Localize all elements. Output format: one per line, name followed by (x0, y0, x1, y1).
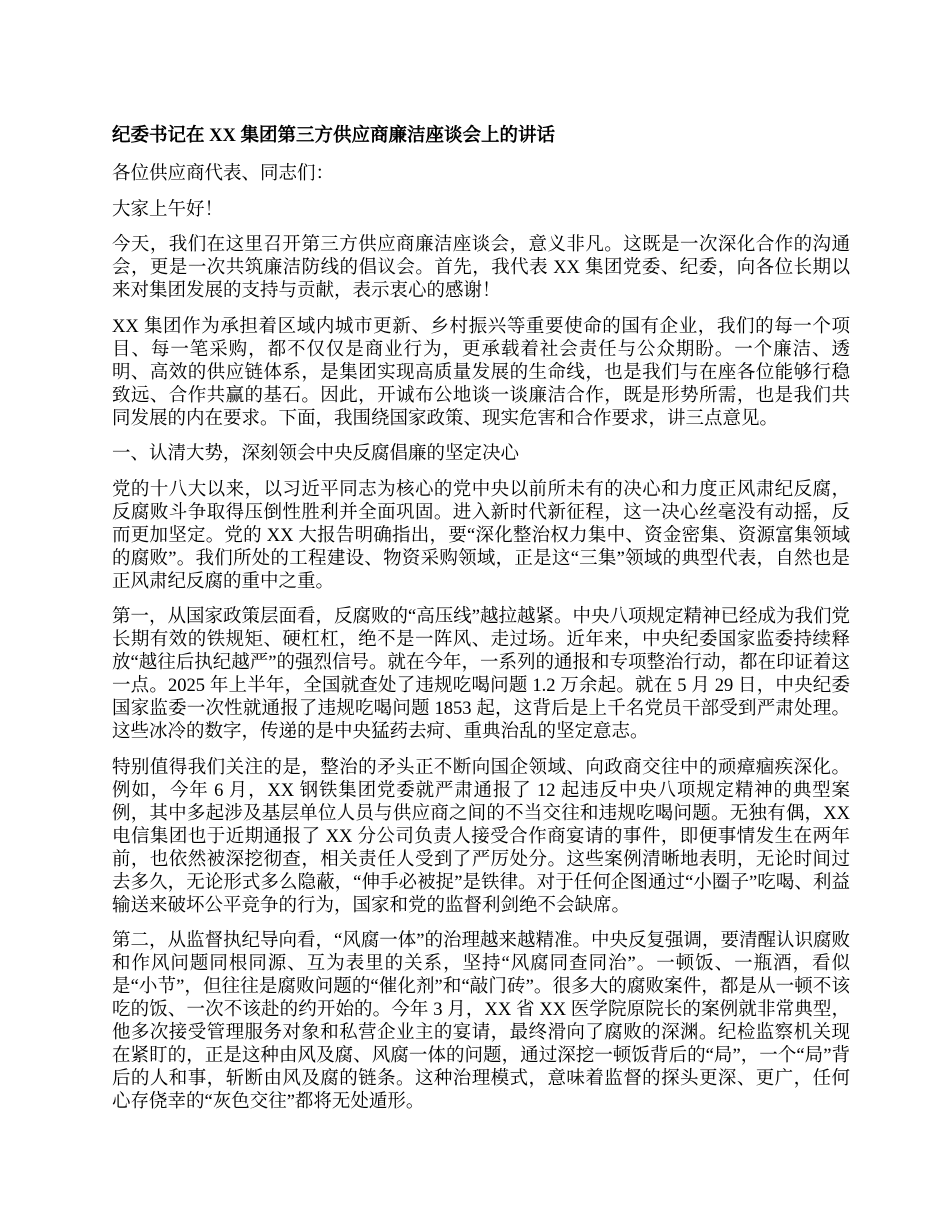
salutation-line: 各位供应商代表、同志们： (112, 164, 335, 184)
context-paragraph: XX 集团作为承担着区域内城市更新、乡村振兴等重要使命的国有企业，我们的每一个项目、每一笔采购，都不仅仅是商业行为，更承载着社会责任与公众期盼。一个廉洁、透明、高效的供应链体系，是集团实现高质量发展的生命线，也是我们与在座各位能够行稳致远、合作共赢的基石。因此，开诚布公地谈一谈廉洁合作，既是形势所需，也是我们共同发展的内在要求。下面，我围绕国家政策、现实危害和合作要求，讲三点意见。 (112, 316, 850, 429)
section-heading: 一、认清大势，深刻领会中央反腐倡廉的坚定决心 (112, 444, 520, 464)
document-title: 纪委书记在 XX 集团第三方供应商廉洁座谈会上的讲话 (112, 126, 555, 146)
greeting-line: 大家上午好！ (112, 199, 224, 220)
body-paragraph: 第二，从监督执纪导向看，“风腐一体”的治理越来越精准。中央反复强调，要清醒认识腐败和作风问题同根同源、互为表里的关系，坚持“风腐同查同治”。一顿饭、一瓶酒，看似是“小节”，但往往是腐败问题的“催化剂”和“敲门砖”。很多大的腐败案件，都是从一顿不该吃的饭、一次不该赴的约开始的。今年 3 月，XX 省 XX 医学院原院长的案例就非常典型，他多次接受管理服务对象和私营企业主的宴请，最终滑向了腐败的深渊。纪检监察机关现在紧盯的，正是这种由风及腐、风腐一体的问题，通过深挖一顿饭背后的“局”，一个“局”背后的人和事，斩断由风及腐的链条。这种治理模式，意味着监督的探头更深、更广，任何心存侥幸的“灰色交往”都将无处遁形。 (112, 931, 850, 1112)
intro-paragraph: 今天，我们在这里召开第三方供应商廉洁座谈会，意义非凡。这既是一次深化合作的沟通会，更是一次共筑廉洁防线的倡议会。首先，我代表 XX 集团党委、纪委，向各位长期以来对集团发展的支持与贡献，表示衷心的感谢！ (112, 235, 850, 301)
body-paragraph: 第一，从国家政策层面看，反腐败的“高压线”越拉越紧。中央八项规定精神已经成为我们党长期有效的铁规矩、硬杠杠，绝不是一阵风、走过场。近年来，中央纪委国家监委持续释放“越往后执纪越严”的强烈信号。就在今年，一系列的通报和专项整治行动，都在印证着这一点。2025 年上半年，全国就查处了违规吃喝问题 1.2 万余起。就在 5 月 29 日，中央纪委国家监委一次性就通报了违规吃喝问题 1853 起，这背后是上千名党员干部受到严肃处理。这些冰冷的数字，传递的是中央猛药去疴、重典治乱的坚定意志。 (112, 607, 850, 742)
body-paragraph: 党的十八大以来，以习近平同志为核心的党中央以前所未有的决心和力度正风肃纪反腐，反腐败斗争取得压倒性胜利并全面巩固。进入新时代新征程，这一决心丝毫没有动摇，反而更加坚定。党的 XX 大报告明确指出，要“深化整治权力集中、资金密集、资源富集领域的腐败”。我们所处的工程建设、物资采购领域，正是这“三集”领域的典型代表，自然也是正风肃纪反腐的重中之重。 (112, 479, 850, 592)
body-paragraph: 特别值得我们关注的是，整治的矛头正不断向国企领域、向政商交往中的顽瘴痼疾深化。例如，今年 6 月，XX 钢铁集团党委就严肃通报了 12 起违反中央八项规定精神的典型案例，其中多起涉及基层单位人员与供应商之间的不当交往和违规吃喝问题。无独有偶，XX 电信集团也于近期通报了 XX 分公司负责人接受合作商宴请的事件，即便事情发生在两年前，也依然被深挖彻查，相关责任人受到了严厉处分。这些案例清晰地表明，无论时间过去多久，无论形式多么隐蔽，“伸手必被捉”是铁律。对于任何企图通过“小圈子”吃喝、利益输送来破坏公平竞争的行为，国家和党的监督利剑绝不会缺席。 (112, 757, 850, 916)
